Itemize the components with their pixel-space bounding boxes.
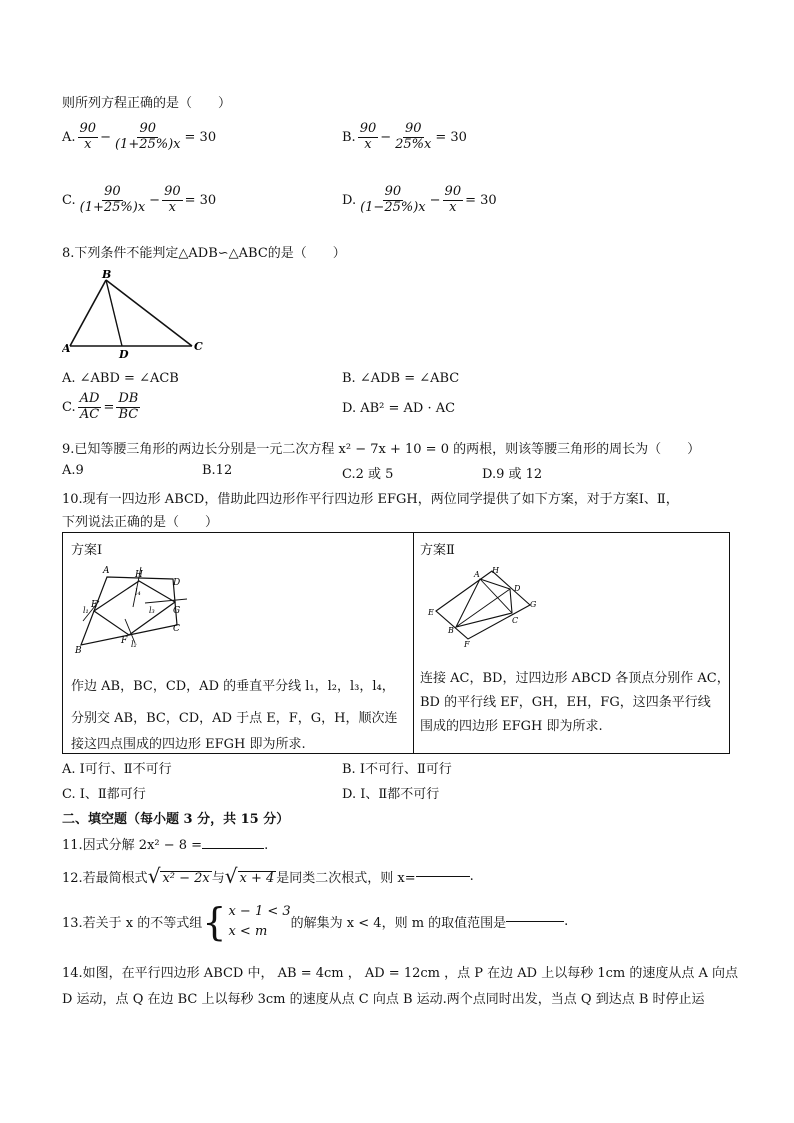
fig2-label-d: D <box>514 584 521 593</box>
q9-option-d[interactable]: D.9 或 12 <box>482 467 543 482</box>
diag-bd <box>456 589 510 627</box>
fraction: $\frac{90}{(1-25\%)x}$ <box>360 184 426 215</box>
fig1-label-b: B <box>75 646 82 653</box>
inequality-system <box>202 899 291 944</box>
q10-option-c[interactable]: C. Ⅰ、Ⅱ都可行 <box>62 787 146 802</box>
plan2-text-line1: 连接 AC，BD，过四边形 ABCD 各顶点分别作 AC， <box>420 671 730 686</box>
rhs: = 30 <box>184 192 217 208</box>
sqrt-expression: √ x + 4 <box>224 864 275 888</box>
plan1-cell <box>63 533 414 754</box>
q13-text-post: 的解集为 x < 4，则 m 的取值范围是 <box>290 916 507 931</box>
fig2-label-b: B <box>448 626 454 635</box>
fig1-label-f: F <box>121 636 128 646</box>
fraction: $\frac{AD}{AC}$ <box>79 391 100 422</box>
fig1-label-g: G <box>173 606 181 616</box>
q8-option-c[interactable] <box>62 392 142 423</box>
rhs: = 30 <box>435 129 467 145</box>
plan1-text-line2: 分别交 AB，BC，CD，AD 于点 E，F，G，H，顺次连 <box>71 711 398 726</box>
fraction: $\frac{90}{x}$ <box>444 184 462 215</box>
fig2-label-a: A <box>474 570 480 579</box>
section-heading: 二、填空题（每小题 3 分，共 15 分） <box>62 812 290 827</box>
q11 <box>62 834 268 853</box>
fraction: $\frac{90}{x}$ <box>79 121 97 152</box>
fig1-label-l1: l₁ <box>83 606 89 615</box>
fig1-label-l2: l₂ <box>131 640 137 649</box>
q9-option-a[interactable]: A.9 <box>62 463 84 478</box>
q10-stem-line2: 下列说法正确的是（ ） <box>62 515 219 530</box>
plan1-text-line1: 作边 AB，BC，CD，AD 的垂直平分线 l₁，l₂，l₃，l₄， <box>71 679 395 694</box>
q9-option-c[interactable]: C.2 或 5 <box>342 467 394 482</box>
operator: = <box>103 399 115 415</box>
q9-stem: 9.已知等腰三角形的两边长分别是一元二次方程 x² − 7x + 10 = 0 的两根，则该等腰三角形的周长为（ ） <box>62 442 701 457</box>
q12-end: . <box>469 868 474 884</box>
inequality-1: x − 1 < 3 <box>228 904 291 919</box>
q9-option-b[interactable]: B.12 <box>202 463 233 478</box>
fraction: $\frac{90}{25\%x}$ <box>395 121 432 152</box>
line-l3 <box>145 599 187 603</box>
q13-end: . <box>564 914 569 929</box>
plan2-text-line2: BD 的平行线 EF，GH，EH，FG，这四条平行线 <box>420 695 711 710</box>
fig1-label-e: E <box>91 600 98 610</box>
fig1-label-a: A <box>103 566 110 576</box>
q8-option-b[interactable]: B. ∠ADB = ∠ABC <box>342 371 460 386</box>
plan1-text-line3: 接这四点围成的四边形 EFGH 即为所求. <box>71 737 306 752</box>
q14-line2: D 运动，点 Q 在边 BC 上以每秒 3cm 的速度从点 C 向点 B 运动.两个点同时出发，当点 Q 到达点 B 时停止运 <box>62 992 705 1007</box>
answer-blank[interactable] <box>506 921 564 922</box>
q10-stem-line1: 10.现有一四边形 ABCD，借助此四边形作平行四边形 EFGH，两位同学提供了如下方案，对于方案Ⅰ、Ⅱ， <box>62 492 679 507</box>
q11-end: . <box>264 838 269 853</box>
fraction: $\frac{90}{(1+25\%)x}$ <box>114 121 181 152</box>
fig2-label-c: C <box>512 616 519 625</box>
q10-option-d[interactable]: D. Ⅰ、Ⅱ都不可行 <box>342 787 440 802</box>
fig1-label-l3: l₃ <box>149 606 155 615</box>
option-label: D. <box>342 192 357 208</box>
q7-option-a[interactable] <box>62 122 216 153</box>
operator: − <box>149 192 161 208</box>
point-label-b: B <box>102 268 112 281</box>
segment-ab <box>70 280 106 346</box>
q10-plans-table <box>62 532 730 754</box>
fig2-label-g: G <box>530 600 537 609</box>
brace-icon: { <box>202 899 227 944</box>
answer-blank[interactable] <box>416 876 470 877</box>
fig1-label-c: C <box>173 624 180 634</box>
fig1-label-d: D <box>173 578 181 588</box>
q10-option-b[interactable]: B. Ⅰ不可行、Ⅱ可行 <box>342 762 452 777</box>
option-label: C. <box>62 399 76 415</box>
point-label-a: A <box>62 342 71 355</box>
q8-option-d[interactable]: D. AB² = AD · AC <box>342 401 456 416</box>
q11-text: 11.因式分解 2x² − 8 = <box>62 838 203 853</box>
inequality-2: x < m <box>228 923 268 939</box>
point-label-c: C <box>194 340 203 353</box>
rhs: = 30 <box>184 129 217 145</box>
q13-text: 13.若关于 x 的不等式组 <box>62 916 203 931</box>
fig1-label-l4: l₄ <box>135 588 141 597</box>
option-label: A. <box>62 129 76 145</box>
plan2-text-line3: 围成的四边形 EFGH 即为所求. <box>420 719 603 734</box>
option-label: C. <box>62 192 76 208</box>
fraction: $\frac{90}{x}$ <box>164 184 181 215</box>
sqrt-expression: √ x² − 2x <box>147 864 210 888</box>
fig2-label-h: H <box>492 567 499 575</box>
q14-line1: 14.如图，在平行四边形 ABCD 中， AB = 4cm ， AD = 12cm ，点 P 在边 AD 上以每秒 1cm 的速度从点 A 向点 <box>62 966 739 981</box>
q8-option-a[interactable]: A. ∠ABD = ∠ACB <box>62 371 179 386</box>
operator: − <box>380 129 392 145</box>
fraction: $\frac{DB}{BC}$ <box>118 391 139 422</box>
plan2-title: 方案Ⅱ <box>420 543 455 558</box>
option-label: B. <box>342 129 356 145</box>
answer-blank[interactable] <box>202 848 264 849</box>
fig2-label-e: E <box>428 608 434 617</box>
q7-option-b[interactable] <box>342 122 467 153</box>
fig2-label-f: F <box>464 640 470 647</box>
q7-option-c[interactable] <box>62 185 216 216</box>
operator: − <box>100 129 111 145</box>
q8-stem: 8.下列条件不能判定△ADB∽△ABC的是（ ） <box>62 246 346 261</box>
q12-text-post: 是同类二次根式，则 x= <box>276 870 416 886</box>
q10-option-a[interactable]: A. Ⅰ可行、Ⅱ不可行 <box>62 762 172 777</box>
point-label-d: D <box>119 348 129 360</box>
fig1-label-h: H <box>135 570 143 580</box>
fraction: $\frac{90}{(1+25\%)x}$ <box>79 184 146 215</box>
plan1-figure <box>69 561 209 653</box>
fraction: $\frac{90}{x}$ <box>359 121 377 152</box>
plan2-cell <box>414 533 730 754</box>
q12 <box>62 866 474 886</box>
q12-text: 12.若最简根式 <box>62 870 148 886</box>
plan2-figure <box>420 567 540 647</box>
plan1-title: 方案Ⅰ <box>71 543 103 558</box>
q12-mid: 与 <box>211 870 225 886</box>
q13 <box>62 899 569 944</box>
q7-option-d[interactable] <box>342 185 497 216</box>
rhs: = 30 <box>465 192 497 208</box>
q8-triangle-figure <box>62 268 212 360</box>
q7-stem-tail: 则所列方程正确的是（ ） <box>62 96 232 111</box>
operator: − <box>429 192 441 208</box>
